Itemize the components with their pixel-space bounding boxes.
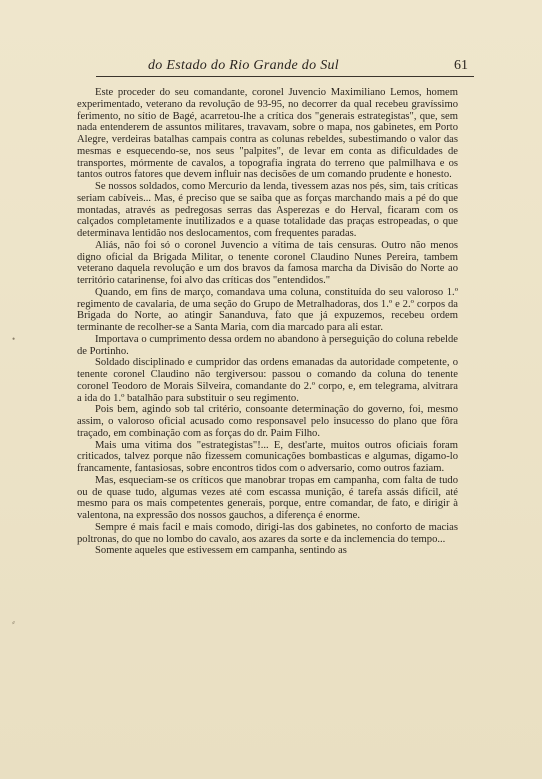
body-text [77,87,458,557]
paragraph: Sempre é mais facil e mais comodo, dirigi-las dos gabinetes, no conforto de macias poltronas, do que no lombo do cavalo, aos azares da sorte e da inclemencia do tempo... [77,521,458,545]
paragraph: Mais uma vitima dos "estrategistas"!... E, dest'arte, muitos outros oficiais foram criticados, talvez porque não fizessem comunicações bombasticas e algumas, digamo-lo francamente, fantasiosas, sobre encontros tidos com o adversario, como outros faziam. [77,439,458,474]
running-header [96,58,474,77]
paragraph: Importava o cumprimento dessa ordem no abandono à perseguição do coluna rebelde de Portinho. [77,333,458,357]
paragraph: Se nossos soldados, como Mercurio da lenda, tivessem azas nos pés, sim, tais críticas seriam cabíveis... Mas, é preciso que se saiba que as forças marchando mais a pé do que montadas, através as pedregosas serras das Asperezas e do Herval, ficaram com os calçados completamente inutilizados e a quase totalidade das praças estropeadas, o que determinava lentidão nos deslocamentos, com frequentes paradas. [77,181,458,239]
paragraph: Pois bem, agindo sob tal critério, consoante determinação do governo, foi, mesmo assim, o valoroso oficial acusado como responsavel pelo insucesso do plano que fôra traçado, em combinação com as forças do dr. Paim Filho. [77,404,458,439]
page-number: 61 [454,58,468,73]
margin-mark: • [12,334,16,344]
margin-mark: ⸗ [12,617,15,627]
paragraph: Aliás, não foi só o coronel Juvencio a vítima de tais censuras. Outro não menos digno oficial da Brigada Militar, o tenente coronel Claudino Nunes Pereira, tambem veterano daquela revolução e um dos bravos da famosa marcha da Divisão do Norte ao território catarinense, foi alvo das críticas dos "entendidos." [77,239,458,286]
paragraph: Mas, esqueciam-se os críticos que manobrar tropas em campanha, com falta de tudo ou de quase tudo, algumas vezes até com escassa munição, é tarefa assás difícil, até mesmo para os mais competentes generais, porque, entre comandar, de fato, e dirigir à valentona, na expressão dos nossos gauchos, a diferença é enorme. [77,474,458,521]
header-title: do Estado do Rio Grande do Sul [148,58,339,73]
paragraph: Somente aqueles que estivessem em campanha, sentindo as [95,545,347,557]
paragraph: Soldado disciplinado e cumpridor das ordens emanadas da autoridade competente, o tenente coronel Claudino não tergiversou: passou o comando da coluna do tenente coronel Teodoro de Morais Silveira, comandante do 2.º corpo, e, em telegrama, alvitrara a ida do 1.º batalhão para substituir o seu regimento. [77,357,458,404]
paragraph: Este proceder do seu comandante, coronel Juvencio Maximiliano Lemos, homem experimentado, veterano da revolução de 93-95, no decorrer da qual recebeu gravíssimo ferimento, no sítio de Bagé, acarretou-lhe a crítica dos "generais estrategistas", que, sem nada entenderem de assuntos militares, travavam, sobre o mapa, nos gabinetes, em Porto Alegre, verdeiras batalhas campais contra as colunas rebeldes, subestimando o valor das mesmas e esquecendo-se, nos seus "palpites", de levar em conta as dificuldades de transportes, mórmente de cavalos, a topografia ingrata do terreno que palmilhava e os tantos outros fatores que devem influir nas decisões de um comando prudente e honesto. [77,87,458,181]
paragraph: Quando, em fins de março, comandava uma coluna, constituída do seu valoroso 1.º regimento de cavalaria, de uma seção do Grupo de Metralhadoras, dos 1.º e 2.º corpos da Brigada do Norte, ao atingir Sananduva, fato que já expuzemos, recebeu ordem terminante de recolher-se a Santa Maria, com dia marcado para ali estar. [77,286,458,333]
